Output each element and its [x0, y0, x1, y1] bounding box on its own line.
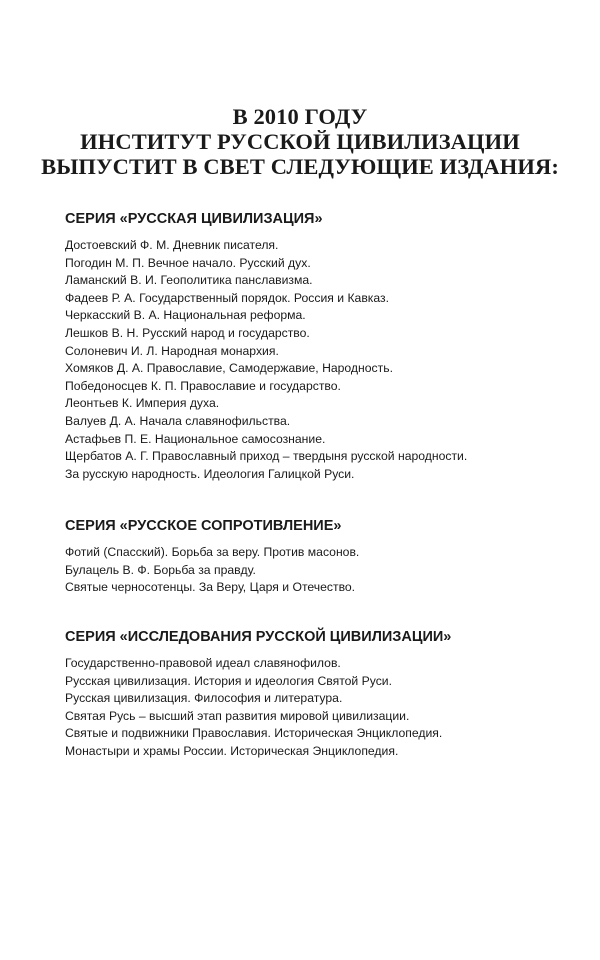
- series-civilization-research: [65, 628, 565, 761]
- book-list: [65, 655, 565, 761]
- series-title: СЕРИЯ «РУССКОЕ СОПРОТИВЛЕНИЕ»: [65, 518, 342, 534]
- book-item: Астафьев П. Е. Национальное самосознание.: [65, 431, 326, 446]
- book-item: За русскую народность. Идеология Галицкой Руси.: [65, 466, 355, 481]
- series-title: СЕРИЯ «ИССЛЕДОВАНИЯ РУССКОЙ ЦИВИЛИЗАЦИИ»: [65, 629, 452, 645]
- book-item: Государственно-правовой идеал славянофилов.: [65, 656, 341, 670]
- book-item: Победоносцев К. П. Православие и государство.: [65, 378, 341, 393]
- book-item: Монастыри и храмы России. Историческая Энциклопедия.: [65, 743, 399, 758]
- book-item: Русская цивилизация. История и идеология Святой Руси.: [65, 673, 392, 688]
- book-item: Погодин М. П. Вечное начало. Русский дух.: [65, 255, 311, 270]
- book-item: Хомяков Д. А. Православие, Самодержавие, Народность.: [65, 361, 393, 376]
- headline-line-1: В 2010 ГОДУ: [232, 104, 368, 129]
- book-item: Щербатов А. Г. Православный приход – твердыня русской народности.: [65, 449, 468, 464]
- headline-line-3: ВЫПУСТИТ В СВЕТ СЛЕДУЮЩИЕ ИЗДАНИЯ:: [41, 154, 559, 179]
- book-item: Русская цивилизация. Философия и литература.: [65, 691, 343, 706]
- book-item: Святая Русь – высший этап развития мировой цивилизации.: [65, 708, 410, 723]
- book-item: Ламанский В. И. Геополитика панславизма.: [65, 273, 313, 288]
- book-item: Святые черносотенцы. За Веру, Царя и Отечество.: [65, 580, 356, 595]
- book-item: Святые и подвижники Православия. Историческая Энциклопедия.: [65, 726, 443, 741]
- book-item: Фотий (Спасский). Борьба за веру. Против масонов.: [65, 545, 360, 559]
- book-item: Достоевский Ф. М. Дневник писателя.: [65, 238, 279, 252]
- book-item: Леонтьев К. Империя духа.: [65, 396, 220, 411]
- page-headline: [0, 104, 600, 179]
- book-list: [65, 237, 565, 483]
- book-item: Фадеев Р. А. Государственный порядок. Россия и Кавказ.: [65, 290, 390, 305]
- book-item: Булацель В. Ф. Борьба за правду.: [65, 562, 256, 577]
- series-title: СЕРИЯ «РУССКАЯ ЦИВИЛИЗАЦИЯ»: [65, 211, 323, 227]
- headline-line-2: ИНСТИТУТ РУССКОЙ ЦИВИЛИЗАЦИИ: [80, 129, 520, 154]
- book-list: [65, 544, 565, 597]
- book-item: Солоневич И. Л. Народная монархия.: [65, 343, 279, 358]
- series-russian-civilization: [65, 210, 565, 483]
- book-item: Валуев Д. А. Начала славянофильства.: [65, 413, 291, 428]
- book-item: Черкасский В. А. Национальная реформа.: [65, 308, 306, 323]
- series-russian-resistance: [65, 517, 565, 597]
- book-item: Лешков В. Н. Русский народ и государство.: [65, 325, 310, 340]
